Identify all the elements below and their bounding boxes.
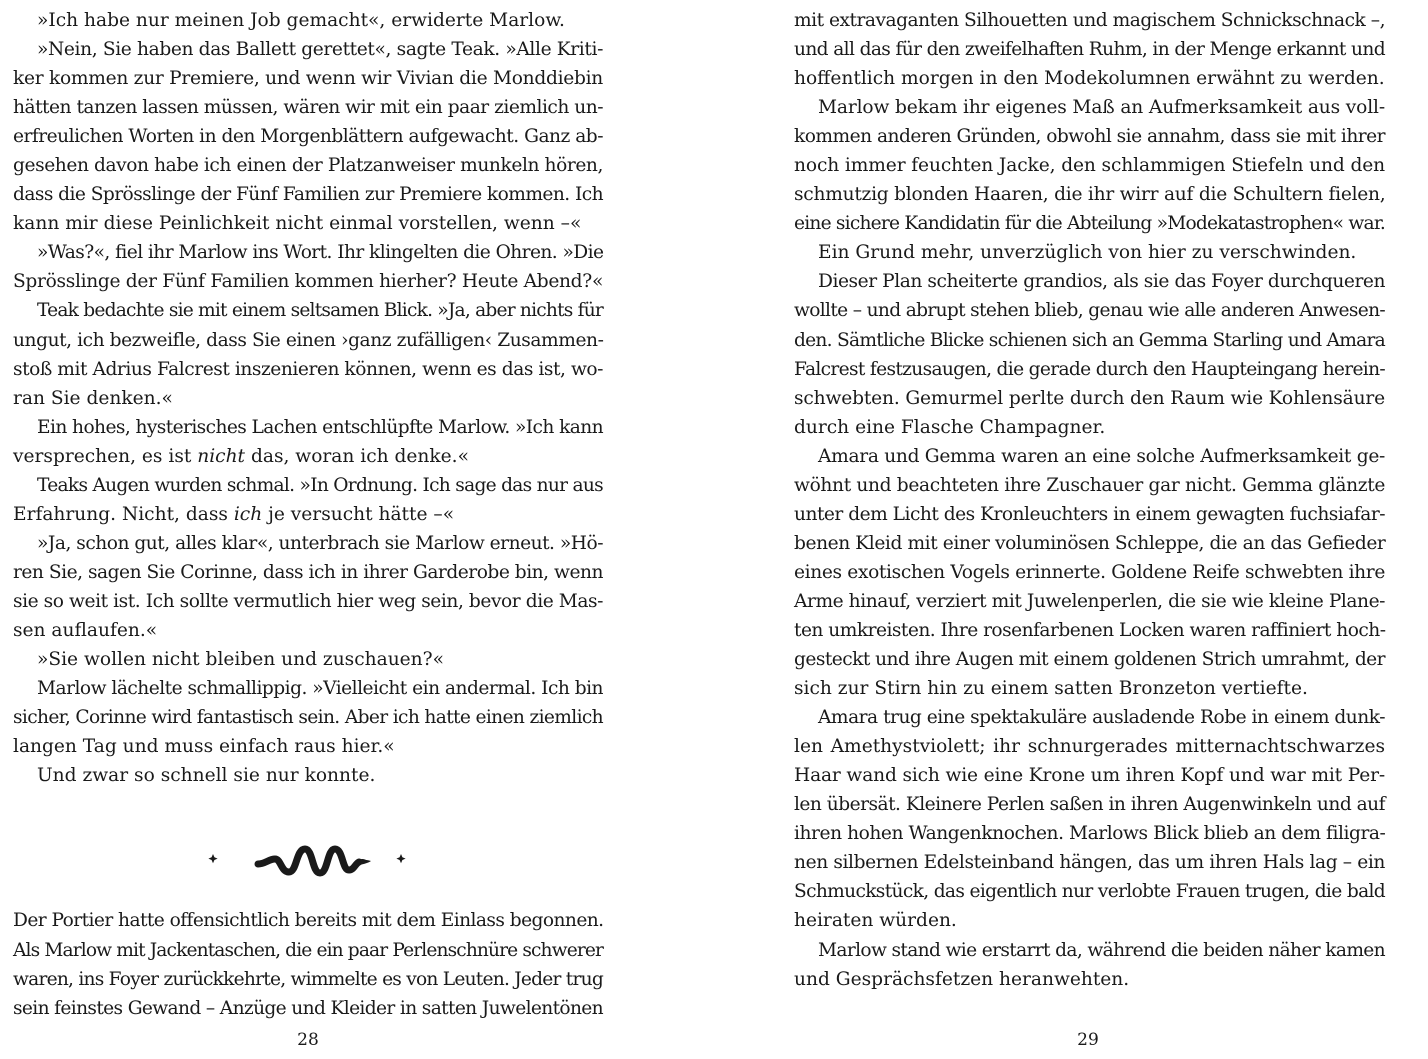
text-line: schmutzig blonden Haaren, die ihr wirr auf die Schultern fielen, bbox=[794, 184, 1386, 206]
text-line: Teaks Augen wurden schmal. »In Ordnung. Ich sage das nur aus bbox=[37, 474, 603, 496]
text-line: Dieser Plan scheiterte grandios, als sie das Foyer durchqueren bbox=[818, 271, 1385, 293]
text-line: langen Tag und muss einfach raus hier.« bbox=[13, 736, 395, 758]
text-line: »Was?«, fiel ihr Marlow ins Wort. Ihr klingelten die Ohren. »Die bbox=[37, 242, 604, 264]
snake-icon bbox=[258, 849, 371, 873]
page-number-left: 28 bbox=[297, 1030, 319, 1050]
text-line: Und zwar so schnell sie nur konnte. bbox=[37, 765, 376, 787]
text-line: Arme hinauf, verziert mit Juwelenperlen, die sie wie kleine Plane- bbox=[794, 590, 1386, 612]
text-line: Der Portier hatte offensichtlich bereits mit dem Einlass begonnen. bbox=[13, 910, 604, 932]
text-line: stoß mit Adrius Falcrest inszenieren können, wenn es das ist, wo- bbox=[13, 358, 603, 380]
text-line: und Gesprächsfetzen heranwehten. bbox=[794, 968, 1130, 990]
text-line: sie so weit ist. Ich sollte vermutlich hier weg sein, bevor die Mas- bbox=[13, 590, 603, 612]
right-page bbox=[714, 0, 1428, 1059]
text-line: Marlow lächelte schmallippig. »Vielleicht ein andermal. Ich bin bbox=[37, 678, 604, 700]
text-line: Als Marlow mit Jackentaschen, die ein paar Perlenschnüre schwerer bbox=[13, 939, 603, 961]
text-line: ten umkreisten. Ihre rosenfarbenen Locken waren raffiniert hoch- bbox=[794, 619, 1386, 641]
text-line: sen auflaufen.« bbox=[13, 619, 158, 641]
text-line: sich zur Stirn hin zu einem satten Bronzeton vertiefte. bbox=[794, 678, 1308, 700]
text-line: ihren hohen Wangenknochen. Marlows Blick blieb an dem filigra- bbox=[794, 823, 1386, 845]
text-line: Amara und Gemma waren an eine solche Aufmerksamkeit ge- bbox=[818, 445, 1385, 467]
text-line: »Ja, schon gut, alles klar«, unterbrach sie Marlow erneut. »Hö- bbox=[37, 532, 604, 554]
text-line: hätten tanzen lassen müssen, wären wir mit ein paar ziemlich un- bbox=[13, 97, 603, 119]
text-line: benen Kleid mit einer voluminösen Schleppe, die an das Gefieder bbox=[794, 532, 1386, 554]
text-line: Haar wand sich wie eine Krone um ihren Kopf und war mit Per- bbox=[794, 765, 1385, 787]
text-line: »Ich habe nur meinen Job gemacht«, erwiderte Marlow. bbox=[37, 10, 565, 31]
text-line: kommen anderen Gründen, obwohl sie annahm, dass sie mit ihrer bbox=[794, 126, 1386, 148]
scene-break-ornament bbox=[13, 790, 603, 906]
text-line: durch eine Flasche Champagner. bbox=[794, 416, 1106, 438]
text-line: ungut, ich bezweifle, dass Sie einen ›ganz zufälligen‹ Zusammen- bbox=[13, 329, 604, 351]
text-line: eines exotischen Vogels erinnerte. Goldene Reife schwebten ihre bbox=[794, 561, 1385, 583]
right-star-icon bbox=[396, 854, 405, 863]
text-line: hoffentlich morgen in den Modekolumnen erwähnt zu werden. bbox=[794, 68, 1385, 90]
emphasis: ich bbox=[233, 503, 263, 525]
left-text-column bbox=[13, 6, 603, 1023]
text-line: wöhnt und beachteten ihre Zuschauer gar nicht. Gemma glänzte bbox=[794, 474, 1386, 496]
emphasis: nicht bbox=[197, 445, 246, 467]
text-line: Sprösslinge der Fünf Familien kommen hierher? Heute Abend?« bbox=[13, 271, 604, 293]
text-line: waren, ins Foyer zurückkehrte, wimmelte es von Leuten. Jeder trug bbox=[13, 968, 603, 990]
text-line: »Nein, Sie haben das Ballett gerettet«, sagte Teak. »Alle Kriti- bbox=[37, 39, 603, 61]
text-line: gesehen davon habe ich einen der Platzanweiser munkeln hören, bbox=[13, 155, 603, 177]
text-line: len Amethystviolett; ihr schnurgerades mitternachtschwarzes bbox=[794, 736, 1385, 758]
text-line: sein feinstes Gewand – Anzüge und Kleider in satten Juwelentönen bbox=[13, 997, 603, 1019]
text-line: Marlow bekam ihr eigenes Maß an Aufmerksamkeit aus voll- bbox=[818, 97, 1385, 119]
left-star-icon bbox=[208, 854, 217, 863]
right-text bbox=[794, 6, 1385, 994]
text-line: und all das für den zweifelhaften Ruhm, in der Menge erkannt und bbox=[794, 39, 1385, 61]
text-line: Erfahrung. Nicht, dass ich je versucht hätte –« bbox=[13, 503, 455, 525]
text-line: sicher, Corinne wird fantastisch sein. Aber ich hatte einen ziemlich bbox=[13, 707, 604, 729]
text-line: ran Sie denken.« bbox=[13, 387, 173, 409]
text-line: kann mir diese Peinlichkeit nicht einmal vorstellen, wenn –« bbox=[13, 213, 582, 235]
text-line: Falcrest festzusaugen, die gerade durch den Haupteingang herein- bbox=[794, 358, 1385, 380]
text-line: Amara trug eine spektakuläre ausladende Robe in einem dunk- bbox=[818, 707, 1386, 729]
text-line: Ein hohes, hysterisches Lachen entschlüpfte Marlow. »Ich kann bbox=[37, 416, 604, 438]
text-line: Teak bedachte sie mit einem seltsamen Blick. »Ja, aber nichts für bbox=[37, 300, 603, 322]
text-line: heiraten würden. bbox=[794, 910, 957, 932]
text-line: versprechen, es ist nicht das, woran ich denke.« bbox=[13, 445, 469, 467]
text-line: eine sichere Kandidatin für die Abteilung »Modekatastrophen« war. bbox=[794, 213, 1386, 235]
text-line: Marlow stand wie erstarrt da, während die beiden näher kamen bbox=[818, 939, 1386, 961]
right-text-column bbox=[794, 6, 1385, 994]
left-text-before-ornament bbox=[13, 6, 603, 790]
text-line: mit extravaganten Silhouetten und magischem Schnickschnack –, bbox=[794, 10, 1385, 31]
text-line: len übersät. Kleinere Perlen saßen in ihren Augenwinkeln und auf bbox=[794, 794, 1386, 816]
page-number-right: 29 bbox=[1077, 1030, 1099, 1050]
text-line: ker kommen zur Premiere, und wenn wir Vivian die Monddiebin bbox=[13, 68, 604, 90]
text-line: dass die Sprösslinge der Fünf Familien zur Premiere kommen. Ich bbox=[13, 184, 604, 206]
text-line: gesteckt und ihre Augen mit einem goldenen Strich umrahmt, der bbox=[794, 649, 1385, 671]
text-line: nen silbernen Edelsteinband hängen, das um ihren Hals lag – ein bbox=[794, 852, 1385, 874]
text-line: erfreulichen Worten in den Morgenblättern aufgewacht. Ganz ab- bbox=[13, 126, 603, 148]
text-line: Schmuckstück, das eigentlich nur verlobte Frauen trugen, die bald bbox=[794, 881, 1386, 903]
text-line: schwebten. Gemurmel perlte durch den Raum wie Kohlensäure bbox=[794, 387, 1385, 409]
text-line: noch immer feuchten Jacke, den schlammigen Stiefeln und den bbox=[794, 155, 1385, 177]
text-line: den. Sämtliche Blicke schienen sich an Gemma Starling und Amara bbox=[794, 329, 1385, 351]
text-line: unter dem Licht des Kronleuchters in einem gewagten fuchsiafar- bbox=[794, 503, 1385, 525]
text-line: Ein Grund mehr, unverzüglich von hier zu verschwinden. bbox=[818, 242, 1357, 264]
text-line: »Sie wollen nicht bleiben und zuschauen?« bbox=[37, 649, 445, 671]
snake-ornament-icon bbox=[13, 790, 603, 906]
left-text-after-ornament bbox=[13, 906, 603, 1022]
text-line: ren Sie, sagen Sie Corinne, dass ich in ihrer Garderobe bin, wenn bbox=[13, 561, 603, 583]
text-line: wollte – und abrupt stehen blieb, genau wie alle anderen Anwesen- bbox=[794, 300, 1386, 322]
